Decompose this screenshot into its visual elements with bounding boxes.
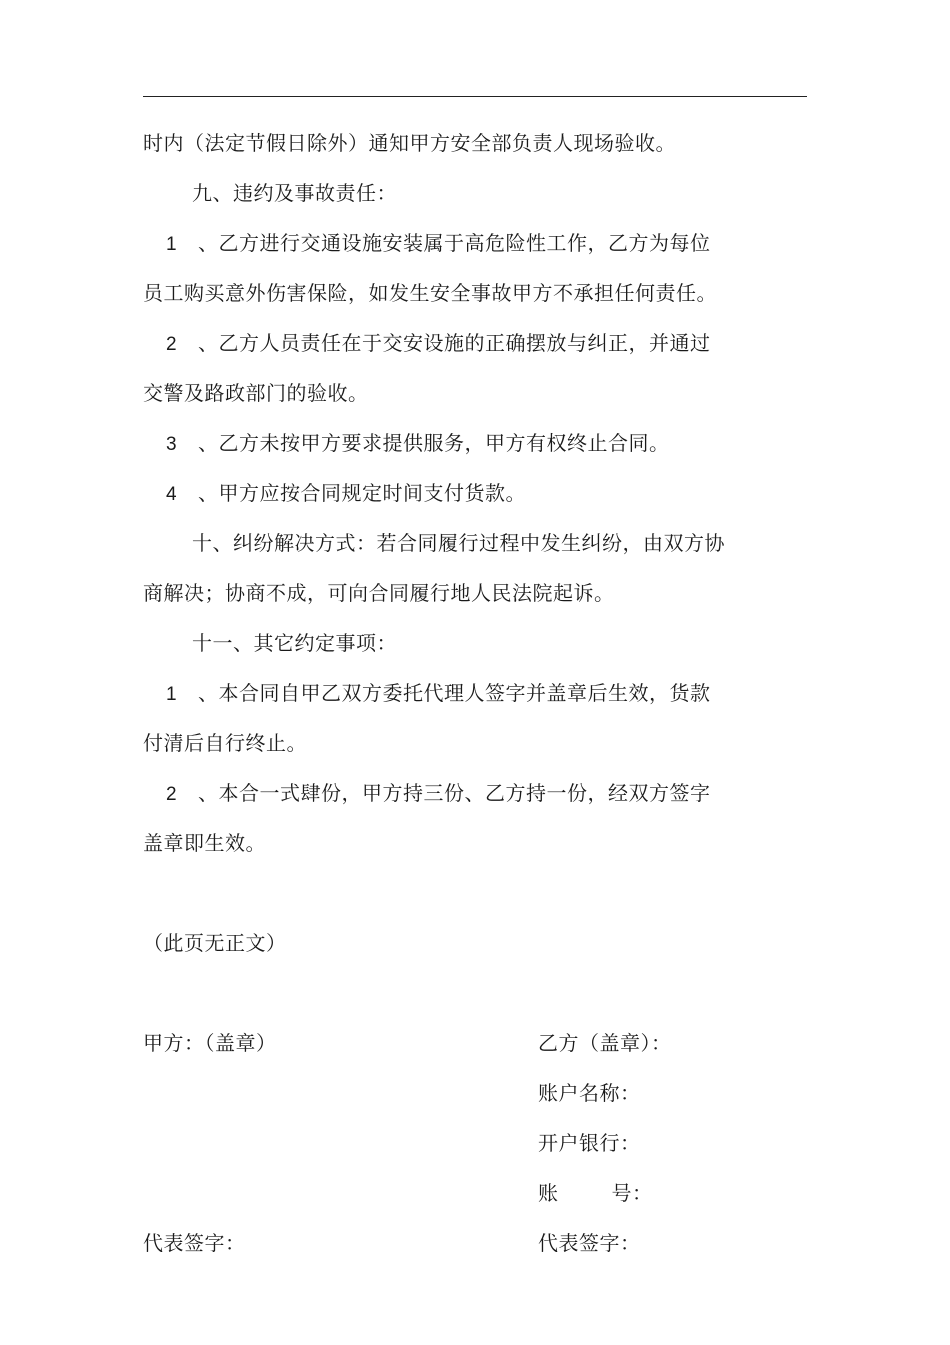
paragraph-text: 、乙方进行交通设施安装属于高危险性工作，乙方为每位 [198, 231, 711, 255]
party-a-seal [143, 1029, 277, 1057]
clause-number: 4 [166, 484, 178, 505]
header-rule [143, 96, 807, 97]
paragraph-text: 时内（法定节假日除外）通知甲方安全部负责人现场验收。 [143, 131, 676, 155]
party-b-rep [538, 1229, 641, 1257]
paragraph-text: 、乙方人员责任在于交安设施的正确摆放与纠正，并通过 [198, 331, 711, 355]
clause-9-3 [166, 429, 670, 459]
account-name-label: 账户名称： [538, 1081, 641, 1105]
section-11-heading [192, 629, 397, 657]
clause-11-1 [166, 679, 711, 709]
party-b-account-name [538, 1079, 641, 1107]
paragraph-text: 盖章即生效。 [143, 831, 266, 855]
clause-9-1-continuation [143, 279, 717, 307]
paragraph-text: 、本合同自甲乙双方委托代理人签字并盖章后生效，货款 [198, 681, 711, 705]
paragraph-text: 、甲方应按合同规定时间支付货款。 [198, 481, 526, 505]
clause-9-2-continuation [143, 379, 369, 407]
clause-11-1-continuation [143, 729, 307, 757]
account-number-label-left: 账 [538, 1181, 559, 1205]
party-b-account-number [538, 1179, 653, 1207]
party-b-rep-label: 代表签字： [538, 1231, 641, 1255]
section-10 [192, 529, 725, 557]
account-number-label-right: 号： [611, 1181, 653, 1205]
paragraph-text: 商解决；协商不成，可向合同履行地人民法院起诉。 [143, 581, 615, 605]
paragraph-text: 、本合一式肆份，甲方持三份、乙方持一份，经双方签字 [198, 781, 711, 805]
paragraph-text: 十、纠纷解决方式：若合同履行过程中发生纠纷，由双方协 [192, 531, 725, 555]
no-text-note [143, 929, 287, 957]
section-10-continuation [143, 579, 615, 607]
clause-8-continuation [143, 129, 676, 157]
clause-11-2 [166, 779, 711, 809]
clause-9-1 [166, 229, 711, 259]
paragraph-text: 交警及路政部门的验收。 [143, 381, 369, 405]
clause-9-2 [166, 329, 711, 359]
party-b-seal [538, 1029, 672, 1057]
section-heading-text: 九、违约及事故责任： [192, 181, 397, 205]
bank-label: 开户银行： [538, 1131, 641, 1155]
clause-number: 2 [166, 784, 178, 805]
section-9-heading [192, 179, 397, 207]
paragraph-text: 员工购买意外伤害保险，如发生安全事故甲方不承担任何责任。 [143, 281, 717, 305]
clause-11-2-continuation [143, 829, 266, 857]
note-text: （此页无正文） [143, 931, 287, 955]
paragraph-text: 付清后自行终止。 [143, 731, 307, 755]
party-b-bank [538, 1129, 641, 1157]
paragraph-text: 、乙方未按甲方要求提供服务，甲方有权终止合同。 [198, 431, 670, 455]
clause-9-4 [166, 479, 526, 509]
party-b-seal-label: 乙方（盖章）： [538, 1031, 672, 1055]
clause-number: 2 [166, 334, 178, 355]
section-heading-text: 十一、其它约定事项： [192, 631, 397, 655]
party-a-rep-label: 代表签字： [143, 1231, 246, 1255]
party-a-rep [143, 1229, 246, 1257]
clause-number: 3 [166, 434, 178, 455]
clause-number: 1 [166, 234, 178, 255]
clause-number: 1 [166, 684, 178, 705]
party-a-seal-label: 甲方：（盖章） [143, 1031, 277, 1055]
